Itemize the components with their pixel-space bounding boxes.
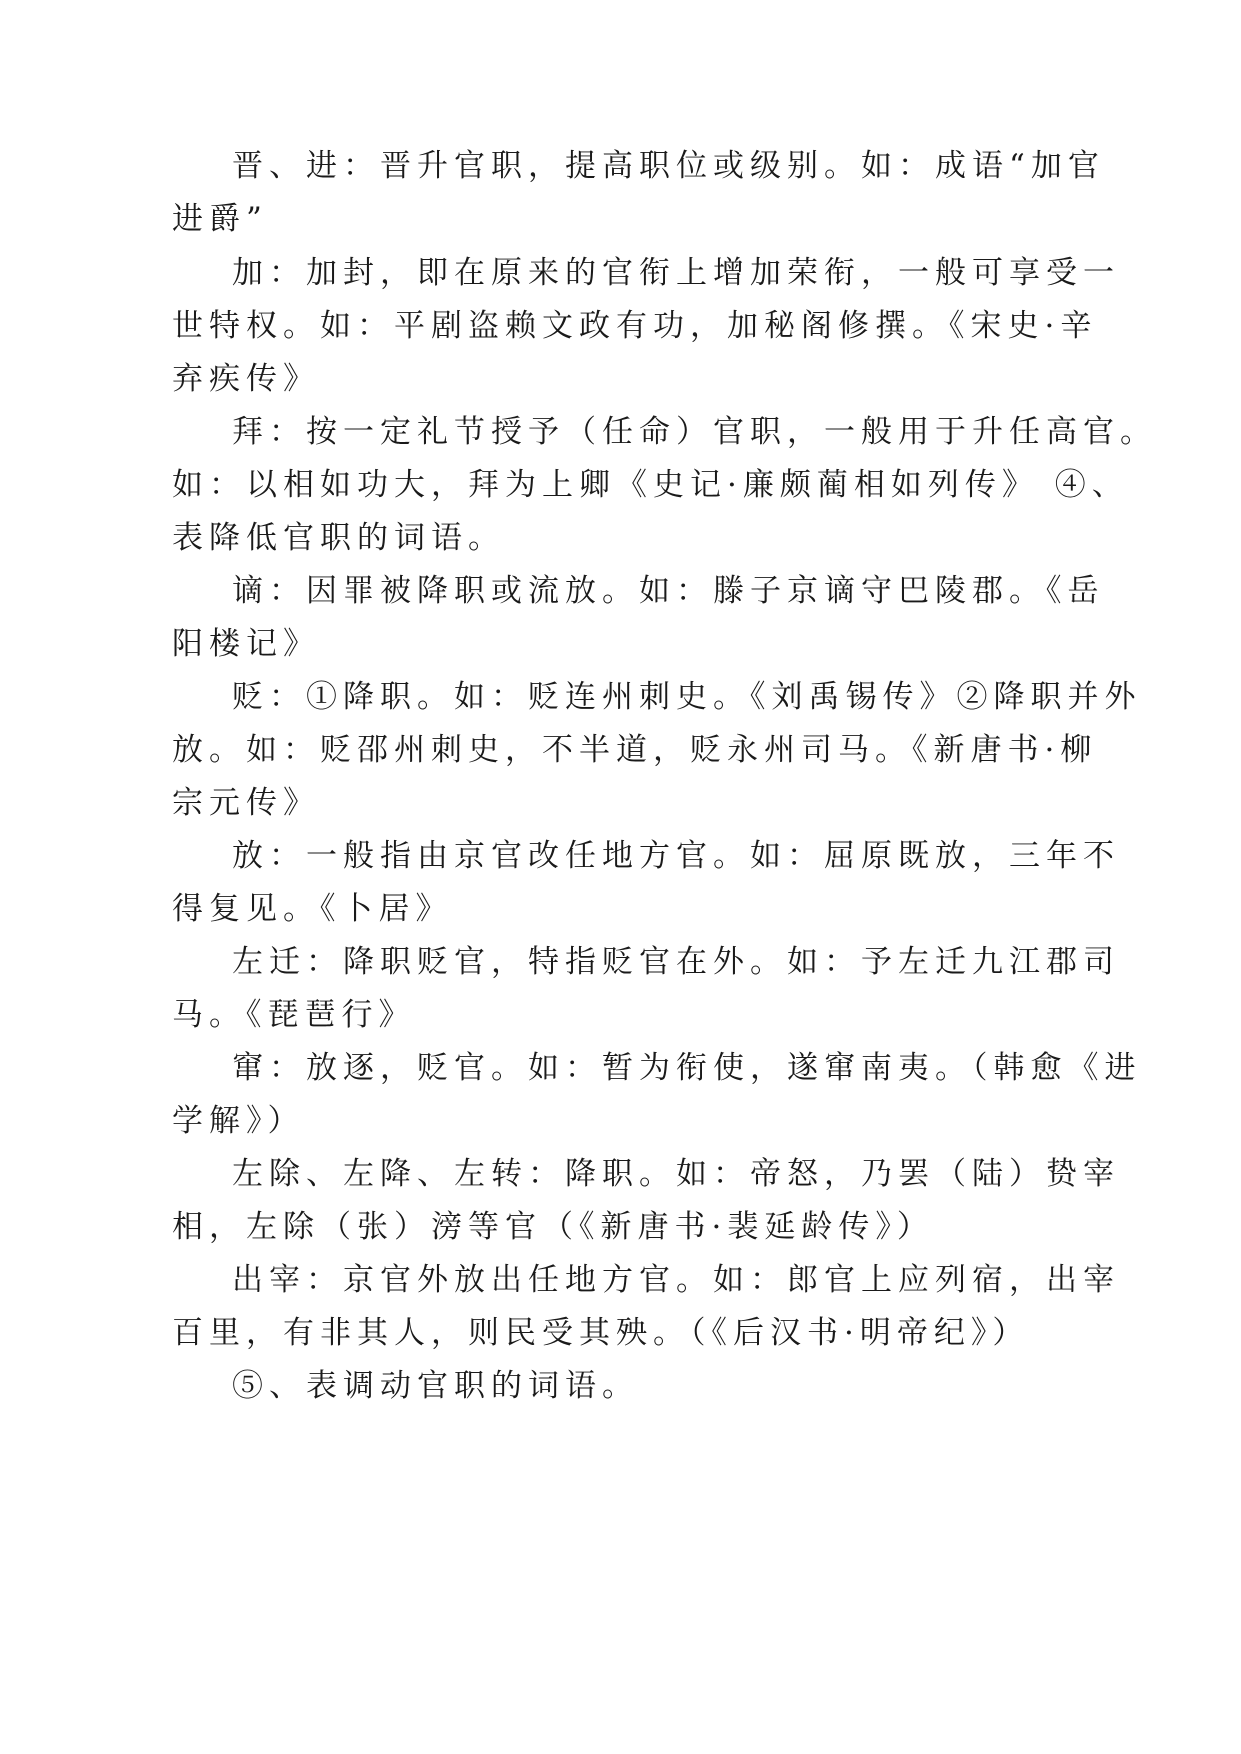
text-line: ⑤、表调动官职的词语。 [232, 1368, 639, 1404]
text-line: 贬：①降职。如：贬连州刺史。《刘禹锡传》②降职并外 [232, 679, 1142, 715]
text-line: 阳楼记》 [172, 626, 320, 662]
text-line: 进爵” [172, 201, 268, 237]
text-line: 弃疾传》 [172, 361, 320, 397]
text-line: 百里，有非其人，则民受其殃。（《后汉书·明帝纪》） [172, 1315, 1030, 1351]
text-line: 相，左除（张）滂等官（《新唐书·裴延龄传》） [172, 1209, 934, 1245]
text-line: 放。如：贬邵州刺史，不半道，贬永州司马。《新唐书·柳 [172, 732, 1098, 768]
text-line: 左迁：降职贬官，特指贬官在外。如：予左迁九江郡司 [232, 944, 1120, 980]
text-line: 学解》） [172, 1103, 305, 1139]
text-line: 表降低官职的词语。 [172, 520, 505, 556]
text-line: 得复见。《卜居》 [172, 891, 453, 927]
text-line: 宗元传》 [172, 785, 320, 821]
text-line: 放：一般指由京官改任地方官。如：屈原既放，三年不 [232, 838, 1120, 874]
text-line: 加：加封，即在原来的官衔上增加荣衔，一般可享受一 [232, 255, 1120, 291]
text-line: 窜：放逐，贬官。如：暂为衔使，遂窜南夷。（韩愈《进 [232, 1050, 1142, 1086]
text-line: 左除、左降、左转：降职。如：帝怒，乃罢（陆）贽宰 [232, 1156, 1120, 1192]
text-line: 出宰：京官外放出任地方官。如：郎官上应列宿，出宰 [232, 1262, 1120, 1298]
text-line: 晋、进：晋升官职，提高职位或级别。如：成语“加官 [232, 148, 1105, 184]
text-line: 如：以相如功大，拜为上卿《史记·廉颇蔺相如列传》 ④、 [172, 467, 1129, 503]
text-line: 马。《琵琶行》 [172, 997, 416, 1033]
text-line: 拜：按一定礼节授予（任命）官职，一般用于升任高官。 [232, 414, 1157, 450]
text-line: 谪：因罪被降职或流放。如：滕子京谪守巴陵郡。《岳 [232, 573, 1105, 609]
text-line: 世特权。如：平剧盗赖文政有功，加秘阁修撰。《宋史·辛 [172, 308, 1098, 344]
